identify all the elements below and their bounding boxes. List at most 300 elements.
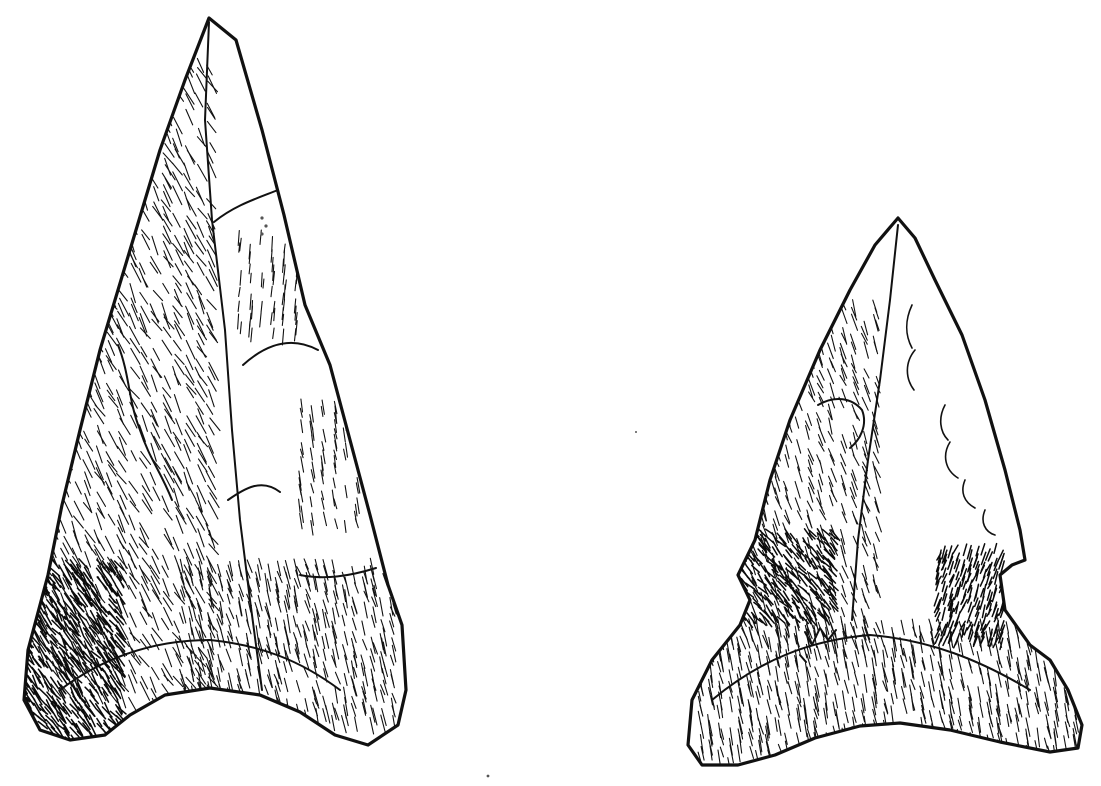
hatch-stroke [890, 739, 892, 758]
hatch-stroke [64, 408, 74, 425]
left-speck [260, 216, 263, 219]
hatch-stroke [1044, 759, 1047, 771]
hatch-stroke [53, 86, 61, 98]
hatch-stroke [141, 81, 150, 92]
shade-stroke [39, 564, 47, 574]
hatch-stroke [96, 90, 105, 103]
hatch-stroke [820, 321, 825, 336]
hatch-stroke [72, 101, 80, 111]
shade-stroke [19, 715, 24, 723]
hatch-stroke [784, 349, 788, 362]
hatch-stroke [700, 662, 704, 672]
hatch-stroke [750, 350, 753, 361]
hatch-stroke [52, 171, 58, 186]
shade-stroke [65, 740, 73, 753]
hatch-stroke [51, 496, 61, 511]
hatch-stroke [117, 233, 122, 250]
hatch-stroke [970, 756, 972, 769]
hatch-stroke [83, 198, 93, 217]
hatch-stroke [38, 248, 44, 262]
hatch-stroke [200, 697, 204, 707]
hatch-stroke [50, 122, 59, 134]
hatch-stroke [74, 58, 82, 70]
hatch-stroke [131, 158, 140, 172]
hatch-stroke [1076, 657, 1080, 676]
hatch-stroke [911, 730, 915, 741]
hatch-stroke [107, 227, 113, 240]
hatch-stroke [796, 747, 799, 761]
hatch-stroke [96, 93, 106, 106]
hatch-stroke [741, 476, 746, 487]
hatch-stroke [1057, 752, 1061, 766]
hatch-stroke [50, 201, 58, 217]
hatch-stroke [739, 385, 743, 396]
hatch-stroke [939, 744, 941, 760]
hatch-stroke [75, 320, 81, 335]
hatch-stroke [95, 79, 105, 93]
hatch-stroke [62, 375, 69, 392]
hatch-stroke [63, 79, 70, 93]
hatch-stroke [762, 463, 766, 478]
hatch-stroke [836, 747, 839, 762]
hatch-stroke [783, 322, 786, 334]
hatch-stroke [817, 753, 820, 764]
hatch-stroke [84, 271, 93, 282]
left-arrowhead [19, 18, 407, 757]
hatch-stroke [796, 334, 800, 347]
hatch-stroke [52, 293, 61, 310]
hatch-stroke [53, 104, 59, 114]
hatch-stroke [198, 697, 205, 709]
hatch-stroke [74, 80, 83, 91]
hatch-stroke [1075, 685, 1078, 702]
hatch-stroke [85, 296, 94, 312]
shade-stroke [34, 740, 40, 749]
hatch-stroke [761, 357, 766, 374]
hatch-stroke [107, 268, 113, 282]
hatch-stroke [117, 124, 127, 135]
hatch-stroke [774, 298, 780, 307]
shade-stroke [33, 561, 41, 575]
hatch-stroke [42, 311, 50, 323]
hatch-stroke [40, 59, 46, 73]
hatch-stroke [39, 492, 49, 502]
hatch-stroke [1025, 757, 1029, 769]
hatch-stroke [130, 73, 137, 83]
hatch-stroke [762, 468, 768, 482]
hatch-stroke [50, 349, 56, 366]
hatch-stroke [1035, 633, 1038, 644]
hatch-stroke [85, 143, 91, 154]
hatch-stroke [739, 446, 743, 457]
hatch-stroke [42, 544, 49, 558]
hatch-stroke [150, 95, 156, 109]
hatch-stroke [798, 347, 801, 357]
hatch-stroke [61, 138, 67, 149]
hatch-stroke [834, 759, 837, 769]
hatch-stroke [86, 277, 93, 287]
hatch-stroke [61, 194, 70, 204]
hatch-stroke [97, 107, 104, 119]
hatch-stroke [51, 444, 60, 456]
hatch-stroke [903, 760, 907, 778]
hatch-stroke [96, 124, 104, 136]
hatch-stroke [920, 746, 924, 764]
hatch-stroke [41, 368, 49, 378]
hatch-stroke [773, 334, 778, 346]
hatch-stroke [75, 121, 82, 134]
hatch-stroke [109, 117, 114, 127]
hatch-stroke [53, 480, 60, 497]
hatch-stroke [41, 174, 51, 184]
hatch-stroke [61, 159, 71, 169]
hatch-stroke [97, 304, 106, 323]
hatch-stroke [62, 439, 68, 458]
shade-stroke [96, 743, 102, 752]
hatch-stroke [74, 404, 80, 418]
hatch-stroke [817, 759, 821, 772]
hatch-stroke [1056, 628, 1060, 643]
shade-stroke [32, 732, 39, 741]
hatch-stroke [256, 699, 260, 711]
hatch-stroke [140, 137, 148, 155]
hatch-stroke [257, 715, 261, 730]
hatch-stroke [52, 82, 60, 96]
shade-stroke [52, 745, 58, 753]
hatch-stroke [256, 709, 260, 726]
hatch-stroke [61, 347, 69, 358]
hatch-stroke [977, 752, 980, 770]
hatch-stroke [751, 355, 755, 365]
shade-stroke [117, 741, 127, 750]
hatch-stroke [774, 341, 777, 355]
hatch-stroke [119, 249, 124, 262]
shade-stroke [31, 587, 40, 596]
hatch-stroke [64, 187, 73, 206]
hatch-stroke [39, 181, 48, 197]
hatch-stroke [881, 760, 884, 777]
hatch-stroke [700, 651, 704, 665]
hatch-stroke [106, 159, 114, 178]
hatch-stroke [73, 269, 79, 279]
hatch-stroke [73, 130, 79, 145]
hatch-stroke [763, 300, 767, 312]
hatch-stroke [1018, 752, 1020, 762]
hatch-stroke [391, 566, 395, 580]
hatch-stroke [52, 404, 61, 414]
hatch-stroke [52, 299, 59, 311]
hatch-stroke [763, 326, 769, 337]
hatch-stroke [287, 709, 290, 721]
hatch-stroke [207, 690, 217, 703]
hatch-stroke [51, 397, 59, 409]
hatch-stroke [961, 754, 964, 768]
hatch-stroke [843, 744, 847, 758]
hatch-stroke [1045, 626, 1049, 636]
hatch-stroke [920, 759, 923, 770]
hatch-stroke [1067, 657, 1070, 670]
hatch-stroke [739, 468, 744, 483]
hatch-stroke [901, 726, 905, 736]
hatch-stroke [1064, 651, 1067, 663]
hatch-stroke [72, 256, 78, 266]
hatch-stroke [139, 72, 145, 84]
hatch-stroke [188, 704, 193, 721]
hatch-stroke [762, 376, 768, 386]
hatch-stroke [129, 174, 135, 186]
shade-stroke [27, 745, 33, 756]
hatch-stroke [108, 145, 117, 161]
hatch-stroke [297, 717, 301, 727]
hatch-stroke [139, 114, 145, 129]
shade-stroke [27, 739, 32, 749]
shade-stroke [19, 593, 28, 602]
hatch-stroke [941, 735, 945, 746]
hatch-stroke [997, 753, 1000, 764]
shade-stroke [33, 565, 39, 575]
hatch-stroke [53, 303, 63, 316]
hatch-stroke [913, 736, 916, 747]
hatch-stroke [764, 322, 767, 335]
hatch-stroke [63, 342, 73, 354]
hatch-stroke [116, 164, 125, 174]
hatch-stroke [749, 314, 753, 327]
shade-stroke [20, 725, 29, 735]
shade-stroke [110, 744, 116, 756]
hatch-stroke [751, 481, 757, 496]
hatch-stroke [752, 439, 757, 454]
hatch-stroke [53, 425, 61, 440]
shade-stroke [20, 651, 27, 662]
hatch-stroke [1076, 751, 1078, 765]
hatch-stroke [344, 399, 347, 408]
hatch-stroke [118, 257, 124, 275]
hatch-stroke [198, 704, 201, 722]
shade-stroke [32, 599, 38, 609]
left-speck [264, 224, 267, 227]
right-arrowhead [688, 218, 1082, 778]
hatch-stroke [74, 369, 84, 382]
hatch-stroke [74, 396, 84, 412]
hatch-stroke [53, 487, 60, 500]
hatch-stroke [708, 640, 711, 653]
hatch-stroke [750, 501, 753, 512]
hatch-stroke [806, 747, 808, 760]
hatch-stroke [39, 478, 45, 496]
shade-stroke [26, 596, 31, 609]
hatch-stroke [72, 279, 77, 293]
hatch-stroke [41, 108, 50, 122]
hatch-stroke [106, 198, 112, 209]
shade-stroke [21, 584, 28, 594]
shade-stroke [77, 743, 86, 754]
hatch-stroke [750, 411, 756, 422]
hatch-stroke [1065, 633, 1068, 643]
hatch-stroke [39, 88, 44, 99]
shade-stroke [109, 736, 115, 744]
hatch-stroke [42, 339, 51, 353]
hatch-stroke [806, 306, 810, 316]
hatch-stroke [825, 758, 827, 776]
hatch-stroke [38, 151, 45, 170]
hatch-stroke [41, 194, 51, 204]
hatch-stroke [72, 306, 78, 317]
hatch-stroke [118, 136, 124, 147]
hatch-stroke [84, 369, 90, 380]
hatch-stroke [710, 631, 713, 641]
hatch-stroke [62, 324, 72, 339]
left-arrowhead-outline [24, 18, 406, 745]
hatch-stroke [50, 145, 57, 163]
hatch-stroke [52, 417, 62, 430]
hatch-stroke [72, 192, 78, 204]
hatch-stroke [806, 757, 809, 775]
hatch-stroke [72, 109, 79, 121]
hatch-stroke [739, 543, 742, 554]
hatch-stroke [64, 103, 73, 118]
hatch-stroke [50, 62, 58, 76]
hatch-stroke [42, 327, 49, 342]
hatch-stroke [932, 747, 934, 758]
hatch-stroke [41, 75, 47, 89]
paper-speck [635, 431, 637, 433]
hatch-stroke [128, 166, 134, 185]
hatch-stroke [63, 234, 69, 248]
hatch-stroke [140, 97, 149, 112]
hatch-stroke [107, 213, 114, 225]
hatch-stroke [784, 336, 789, 348]
hatch-stroke [51, 194, 60, 205]
hatch-stroke [74, 410, 81, 421]
hatch-stroke [139, 66, 147, 80]
hatch-stroke [40, 548, 48, 567]
hatch-stroke [1026, 627, 1029, 637]
hatch-stroke [131, 191, 138, 201]
hatch-stroke [912, 739, 914, 750]
hatch-stroke [738, 307, 741, 318]
shade-stroke [26, 600, 33, 612]
hatch-stroke [921, 752, 924, 767]
hatch-stroke [996, 759, 999, 772]
shade-stroke [117, 744, 124, 751]
hatch-stroke [72, 143, 80, 156]
hatch-stroke [761, 361, 764, 373]
hatch-stroke [51, 459, 58, 471]
hatch-stroke [786, 756, 789, 771]
hatch-stroke [774, 384, 778, 397]
hatch-stroke [392, 559, 396, 573]
hatch-stroke [40, 145, 49, 162]
hatch-stroke [97, 69, 107, 87]
hatch-stroke [142, 167, 150, 185]
hatch-stroke [140, 131, 148, 148]
hatch-stroke [763, 369, 766, 383]
hatch-stroke [750, 425, 755, 441]
hatch-stroke [796, 309, 802, 323]
hatch-stroke [72, 348, 78, 366]
hatch-stroke [40, 375, 46, 391]
hatch-stroke [952, 739, 956, 753]
hatch-stroke [1036, 624, 1039, 635]
hatch-stroke [39, 306, 47, 320]
hatch-stroke [60, 207, 66, 221]
hatch-stroke [85, 87, 93, 105]
hatch-stroke [268, 712, 273, 726]
hatch-stroke [296, 237, 297, 249]
hatch-stroke [52, 410, 62, 425]
hatch-stroke [999, 744, 1002, 760]
hatch-stroke [95, 334, 101, 346]
hatch-stroke [958, 746, 961, 761]
hatch-stroke [1035, 753, 1037, 769]
hatch-stroke [872, 752, 875, 767]
shade-stroke [25, 571, 30, 582]
shade-stroke [28, 575, 36, 583]
hatch-stroke [751, 377, 756, 392]
hatch-stroke [1065, 758, 1067, 771]
hatch-stroke [751, 434, 754, 450]
hatch-stroke [141, 150, 149, 167]
hatch-stroke [795, 758, 799, 768]
hatch-stroke [87, 124, 93, 137]
hatch-stroke [61, 311, 70, 325]
hatch-stroke [85, 333, 93, 351]
hatch-stroke [165, 81, 171, 92]
hatch-stroke [1006, 757, 1009, 773]
hatch-stroke [187, 698, 195, 708]
hatch-stroke [1047, 638, 1050, 648]
hatch-stroke [753, 298, 758, 313]
hatch-stroke [891, 750, 895, 766]
hatch-stroke [700, 638, 702, 656]
hatch-stroke [742, 501, 745, 512]
hatch-stroke [772, 426, 776, 440]
hatch-stroke [216, 716, 220, 733]
hatch-stroke [119, 108, 124, 122]
hatch-stroke [63, 174, 70, 187]
hatch-stroke [940, 753, 944, 769]
hatch-stroke [129, 123, 135, 136]
right-arrowhead-outline [688, 218, 1082, 765]
hatch-stroke [1016, 760, 1018, 777]
shade-stroke [33, 737, 40, 747]
hatch-stroke [39, 390, 48, 408]
hatch-stroke [753, 459, 757, 470]
hatch-stroke [775, 411, 781, 424]
hatch-stroke [42, 166, 51, 178]
hatch-stroke [932, 753, 934, 764]
hatch-stroke [862, 744, 865, 757]
hatch-stroke [1075, 618, 1078, 636]
hatch-stroke [96, 180, 104, 191]
hatch-stroke [764, 432, 768, 447]
hatch-stroke [73, 66, 82, 77]
hatch-stroke [773, 369, 777, 380]
hatch-stroke [764, 314, 768, 324]
hatch-stroke [163, 74, 171, 92]
hatch-stroke [738, 519, 741, 530]
hatch-stroke [74, 282, 83, 295]
hatch-stroke [50, 228, 60, 242]
shade-stroke [57, 745, 65, 752]
hatch-stroke [62, 123, 68, 136]
hatch-stroke [64, 278, 69, 291]
hatch-stroke [1065, 752, 1068, 764]
hatch-stroke [95, 297, 102, 307]
hatch-stroke [863, 728, 866, 740]
hatch-stroke [741, 497, 745, 506]
hatch-stroke [163, 69, 171, 83]
